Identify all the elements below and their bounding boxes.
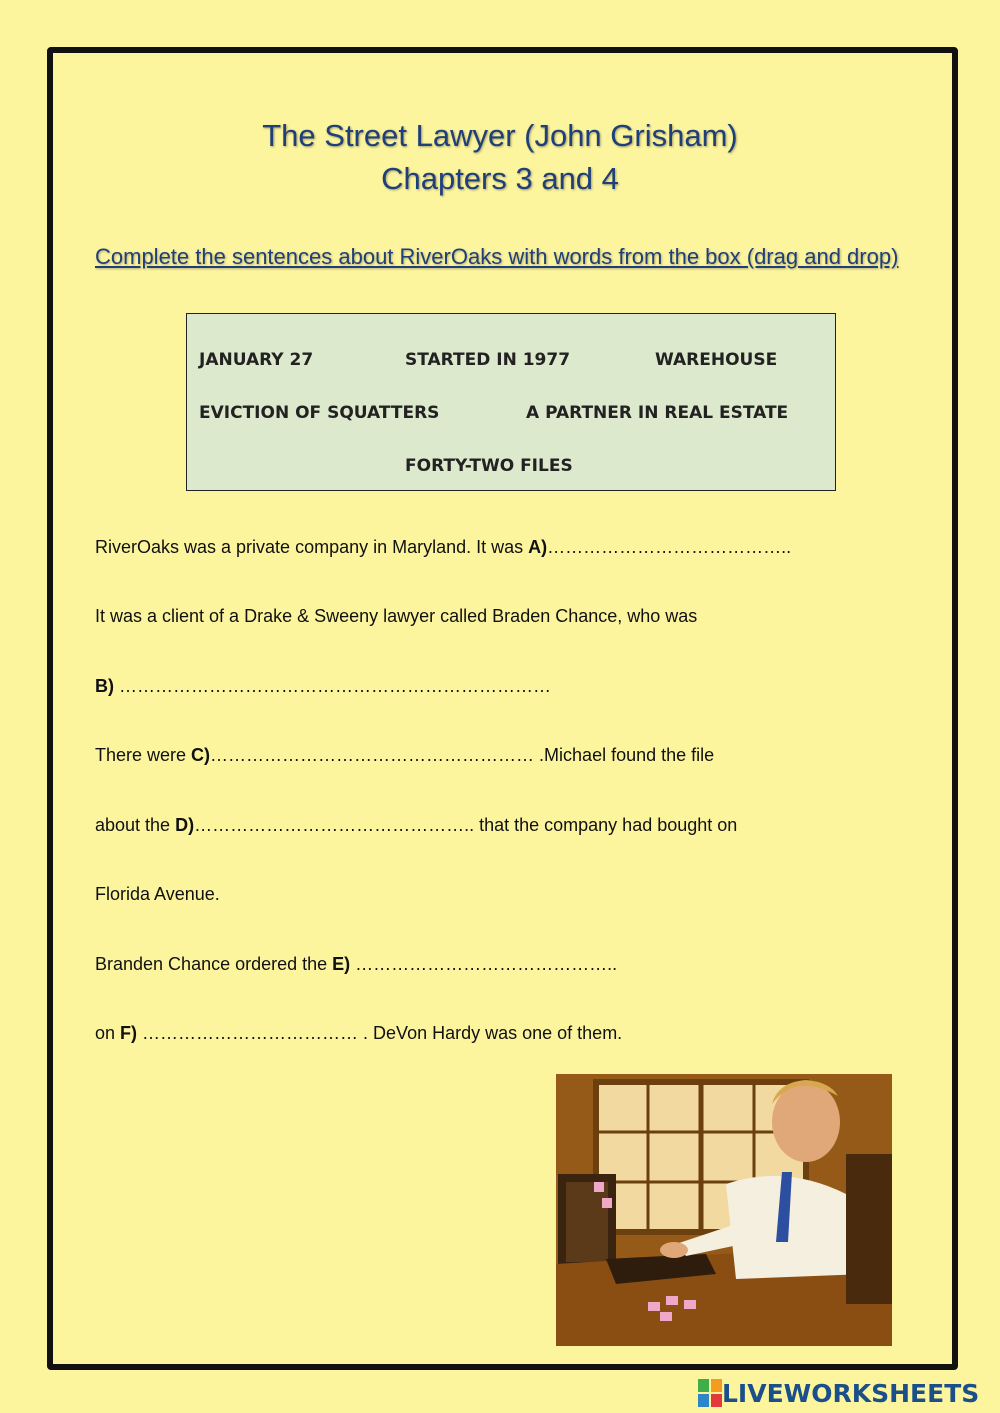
blank-label-b: B): [95, 676, 114, 696]
sentence-b: [95, 676, 551, 697]
instruction-text: Complete the sentences about RiverOaks with words from the box (drag and drop): [95, 244, 899, 269]
word-option[interactable]: STARTED IN 1977: [405, 350, 571, 370]
word-option[interactable]: FORTY-TWO FILES: [405, 456, 573, 476]
sentence-line: It was a client of a Drake & Sweeny lawyer called Braden Chance, who was: [95, 606, 698, 626]
blank-label-c: C): [191, 745, 211, 765]
word-option[interactable]: JANUARY 27: [199, 350, 314, 370]
word-option[interactable]: WAREHOUSE: [655, 350, 778, 370]
blank-c[interactable]: ………………………………………………: [210, 745, 535, 765]
sentence-e: Branden Chance ordered the E) ……………………………………..: [95, 954, 618, 974]
blank-f[interactable]: ………………………………: [137, 1023, 364, 1043]
worksheet-title: [0, 114, 1000, 200]
blank-d[interactable]: ………………………………………..: [194, 815, 475, 835]
logo-text: LIVEWORKSHEETS: [722, 1378, 980, 1408]
liveworksheets-icon: [698, 1379, 722, 1407]
sentence-d: about the D)……………………………………….. that the company had bought on: [95, 815, 738, 835]
word-option[interactable]: A PARTNER IN REAL ESTATE: [526, 403, 789, 423]
blank-label-a: A): [528, 537, 548, 557]
word-option[interactable]: EVICTION OF SQUATTERS: [199, 403, 440, 423]
sentence-f: on F) ……………………………… . DeVon Hardy was one of them.: [95, 1023, 623, 1043]
blank-b[interactable]: ………………………………………………………………: [114, 676, 552, 696]
lawyer-at-computer-illustration: [556, 1074, 892, 1346]
blank-e[interactable]: ……………………………………..: [350, 954, 618, 974]
blank-label-d: D): [175, 815, 195, 835]
liveworksheets-logo: [698, 1378, 979, 1408]
blank-a[interactable]: …………………………………..: [547, 537, 792, 557]
sentence-a: RiverOaks was a private company in Maryland. It was A)…………………………………..: [95, 537, 792, 557]
blank-label-e: E): [332, 954, 351, 974]
sentence-line: Florida Avenue.: [95, 884, 220, 904]
sentence-c: There were C)……………………………………………… .Michael found the file: [95, 745, 715, 765]
title-line-2: Chapters 3 and 4: [381, 161, 619, 196]
blank-label-f: F): [120, 1023, 138, 1043]
title-line-1: The Street Lawyer (John Grisham): [262, 118, 738, 153]
word-bank: [186, 313, 836, 491]
